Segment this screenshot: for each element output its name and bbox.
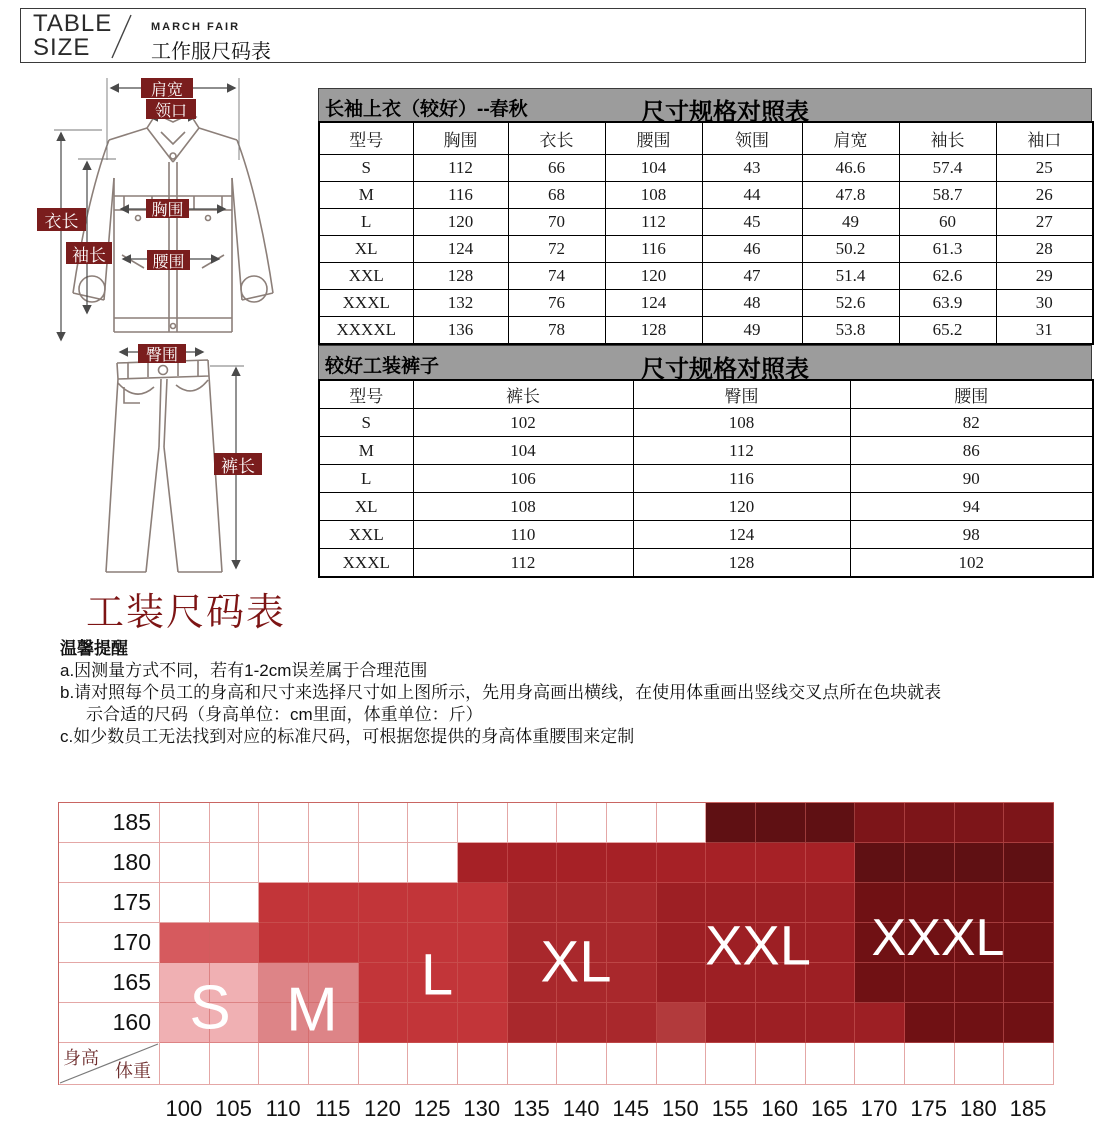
column-header: 领围 — [702, 122, 802, 155]
heatmap-cell — [408, 843, 458, 883]
table-cell: 58.7 — [899, 182, 996, 209]
brand-text: MARCH FAIR — [151, 21, 241, 33]
table-cell: 60 — [899, 209, 996, 236]
table-cell: 104 — [413, 437, 633, 465]
heatmap-cell — [607, 963, 657, 1003]
table-cell: 48 — [702, 290, 802, 317]
heatmap-cell — [905, 1003, 955, 1043]
x-axis-label: 115 — [315, 1096, 351, 1121]
heatmap-cell — [458, 1003, 508, 1043]
x-axis-labels — [159, 1096, 1053, 1122]
table-cell: 108 — [605, 182, 702, 209]
x-axis-label: 165 — [811, 1096, 848, 1121]
y-axis-label: 175 — [59, 883, 160, 923]
table-cell: 63.9 — [899, 290, 996, 317]
heatmap-cell — [905, 963, 955, 1003]
heatmap-cell — [1004, 803, 1054, 843]
table-cell: 44 — [702, 182, 802, 209]
heatmap-cell — [806, 883, 856, 923]
heatmap-cell — [1004, 923, 1054, 963]
x-axis-label: 130 — [463, 1096, 501, 1121]
table-cell: 112 — [633, 437, 850, 465]
table-cell: 86 — [850, 437, 1093, 465]
table-cell: 112 — [605, 209, 702, 236]
table-cell: 45 — [702, 209, 802, 236]
jacket-table-subtitle: 尺寸规格对照表 — [641, 99, 809, 126]
column-header: 腰围 — [850, 380, 1093, 409]
heatmap-cell — [259, 923, 309, 963]
x-axis-label: 135 — [513, 1096, 550, 1121]
heatmap-cell — [508, 803, 558, 843]
table-cell: 82 — [850, 409, 1093, 437]
y-axis-label: 165 — [59, 963, 160, 1003]
table-cell: 94 — [850, 493, 1093, 521]
label-shoulder-width: 肩宽 — [141, 78, 193, 98]
table-row — [319, 521, 1093, 549]
table-cell: 29 — [996, 263, 1093, 290]
table-cell: 116 — [413, 182, 508, 209]
x-axis-label: 120 — [364, 1096, 401, 1121]
table-cell: XXXXL — [319, 317, 413, 345]
heatmap-cell — [607, 923, 657, 963]
heatmap-cell — [458, 803, 508, 843]
label-jacket-length: 衣长 — [37, 208, 86, 231]
x-axis-label: 150 — [662, 1096, 699, 1121]
heatmap-cell — [458, 843, 508, 883]
table-cell: 102 — [413, 409, 633, 437]
pants-size-table-section — [318, 345, 1092, 578]
heatmap-size-label-m: M — [286, 975, 338, 1045]
table-row — [319, 155, 1093, 182]
heatmap-cell — [955, 803, 1005, 843]
table-cell: 104 — [605, 155, 702, 182]
heatmap-cell — [408, 1003, 458, 1043]
heatmap-cell — [259, 803, 309, 843]
heatmap-footer-cell — [309, 1043, 359, 1085]
heatmap-cell — [806, 803, 856, 843]
heatmap-cell — [806, 963, 856, 1003]
heatmap-cell — [309, 923, 359, 963]
table-cell: 124 — [605, 290, 702, 317]
table-cell: 90 — [850, 465, 1093, 493]
heatmap-cell — [309, 843, 359, 883]
section-title: 工装尺码表 — [86, 592, 287, 634]
y-axis-label: 160 — [59, 1003, 160, 1043]
table-row — [319, 263, 1093, 290]
heatmap-cell — [160, 883, 210, 923]
heatmap-cell — [855, 1003, 905, 1043]
heatmap-cell — [557, 803, 607, 843]
heatmap-cell — [408, 803, 458, 843]
heatmap-cell — [210, 843, 260, 883]
label-pants-length: 裤长 — [214, 453, 262, 475]
table-cell: 66 — [508, 155, 605, 182]
table-cell: 78 — [508, 317, 605, 345]
heatmap-cell — [458, 923, 508, 963]
table-cell: 112 — [413, 155, 508, 182]
table-cell: 70 — [508, 209, 605, 236]
table-row — [319, 236, 1093, 263]
table-cell: 47.8 — [802, 182, 899, 209]
pants-table-subtitle: 尺寸规格对照表 — [641, 356, 809, 383]
table-cell: 25 — [996, 155, 1093, 182]
heatmap-footer-cell — [408, 1043, 458, 1085]
heatmap-footer-cell — [806, 1043, 856, 1085]
heatmap-footer-cell — [160, 1043, 210, 1085]
axis-corner-cell — [59, 1043, 160, 1085]
heatmap-cell — [160, 803, 210, 843]
heatmap-footer-cell — [259, 1043, 309, 1085]
x-axis-label: 100 — [165, 1096, 203, 1121]
pants-table-title: 较好工装裤子 — [325, 356, 440, 377]
heatmap-cell — [160, 923, 210, 963]
heatmap-cell — [657, 923, 707, 963]
heatmap-cell — [309, 803, 359, 843]
table-row — [319, 209, 1093, 236]
y-axis-name: 身高 — [63, 1048, 99, 1068]
table-cell: 120 — [605, 263, 702, 290]
column-header: 臀围 — [633, 380, 850, 409]
note-b-line1: b.请对照每个员工的身高和尺寸来选择尺寸如上图所示，先用身高画出横线，在使用体重画出竖线交叉点所在色块就表 — [60, 683, 942, 702]
column-header: 胸围 — [413, 122, 508, 155]
heatmap-cell — [706, 1003, 756, 1043]
heatmap-cell — [756, 843, 806, 883]
heatmap-cell — [855, 843, 905, 883]
table-cell: 43 — [702, 155, 802, 182]
heatmap-cell — [657, 803, 707, 843]
label-hip: 臀围 — [138, 344, 186, 363]
table-cell: 124 — [633, 521, 850, 549]
table-cell: M — [319, 182, 413, 209]
heatmap-cell — [806, 923, 856, 963]
table-row — [319, 493, 1093, 521]
table-cell: 72 — [508, 236, 605, 263]
header-title-line1: TABLE — [33, 10, 113, 37]
heatmap-cell — [1004, 1003, 1054, 1043]
note-b-line2: 示合适的尺码（身高单位：cm里面，体重单位：斤） — [86, 705, 483, 724]
table-row — [319, 409, 1093, 437]
column-header: 腰围 — [605, 122, 702, 155]
heatmap-cell — [657, 963, 707, 1003]
pants-diagram — [60, 335, 300, 580]
x-axis-label: 140 — [562, 1096, 600, 1121]
table-cell: 57.4 — [899, 155, 996, 182]
y-axis-label: 180 — [59, 843, 160, 883]
heatmap-footer-cell — [557, 1043, 607, 1085]
heatmap-cell — [1004, 843, 1054, 883]
table-cell: 47 — [702, 263, 802, 290]
heatmap-cell — [458, 883, 508, 923]
table-cell: 108 — [413, 493, 633, 521]
y-axis-label: 170 — [59, 923, 160, 963]
header-subtitle: 工作服尺码表 — [151, 41, 271, 63]
column-header: 肩宽 — [802, 122, 899, 155]
table-cell: 30 — [996, 290, 1093, 317]
x-axis-label: 185 — [1009, 1096, 1047, 1121]
table-cell: 136 — [413, 317, 508, 345]
x-axis-label: 170 — [860, 1096, 898, 1121]
table-cell: 132 — [413, 290, 508, 317]
table-row — [319, 549, 1093, 578]
table-cell: XL — [319, 236, 413, 263]
x-axis-label: 160 — [761, 1096, 799, 1121]
table-cell: 120 — [413, 209, 508, 236]
table-cell: XL — [319, 493, 413, 521]
table-cell: 102 — [850, 549, 1093, 578]
table-cell: 110 — [413, 521, 633, 549]
x-axis-label: 105 — [215, 1096, 252, 1121]
heatmap-cell — [458, 963, 508, 1003]
y-axis-label: 185 — [59, 803, 160, 843]
table-cell: 27 — [996, 209, 1093, 236]
heatmap-cell — [359, 923, 409, 963]
table-cell: 76 — [508, 290, 605, 317]
heatmap-cell — [359, 883, 409, 923]
heatmap-cell — [1004, 883, 1054, 923]
heatmap-cell — [955, 963, 1005, 1003]
heatmap-footer-cell — [756, 1043, 806, 1085]
x-axis-label: 155 — [711, 1096, 749, 1121]
table-cell: 52.6 — [802, 290, 899, 317]
heatmap-cell — [557, 1003, 607, 1043]
x-axis-label: 110 — [265, 1096, 301, 1121]
heatmap-cell — [905, 803, 955, 843]
table-row — [319, 182, 1093, 209]
table-cell: XXL — [319, 263, 413, 290]
table-cell: 108 — [633, 409, 850, 437]
note-a: a.因测量方式不同，若有1-2cm误差属于合理范围 — [60, 661, 428, 680]
heatmap-cell — [359, 963, 409, 1003]
heatmap-cell — [806, 843, 856, 883]
heatmap-size-label-xl: XL — [540, 929, 612, 995]
heatmap-cell — [955, 1003, 1005, 1043]
heatmap-cell — [806, 1003, 856, 1043]
heatmap-size-label-xxl: XXL — [705, 913, 811, 977]
header-title — [33, 12, 112, 60]
table-header-row — [319, 380, 1093, 409]
x-axis-label: 175 — [910, 1096, 948, 1121]
heatmap-cell — [359, 1003, 409, 1043]
table-cell: 46.6 — [802, 155, 899, 182]
table-row — [319, 290, 1093, 317]
heatmap-footer-cell — [458, 1043, 508, 1085]
heatmap-cell — [557, 843, 607, 883]
heatmap-footer-cell — [607, 1043, 657, 1085]
heatmap-cell — [706, 803, 756, 843]
reminder-title: 温馨提醒 — [60, 639, 128, 658]
heatmap-cell — [855, 963, 905, 1003]
heatmap-cell — [905, 843, 955, 883]
heatmap-cell — [210, 923, 260, 963]
heatmap-footer-cell — [955, 1043, 1005, 1085]
jacket-table-header-band — [318, 88, 1092, 126]
column-header: 型号 — [319, 380, 413, 409]
heatmap-footer-cell — [706, 1043, 756, 1085]
page-header — [20, 8, 1086, 63]
slash-divider-icon — [103, 13, 137, 61]
x-axis-label: 180 — [959, 1096, 997, 1121]
heatmap-cell — [160, 843, 210, 883]
heatmap-cell — [508, 1003, 558, 1043]
table-cell: 68 — [508, 182, 605, 209]
table-cell: 128 — [605, 317, 702, 345]
label-sleeve-length: 袖长 — [66, 242, 112, 264]
heatmap-footer-cell — [855, 1043, 905, 1085]
heatmap-cell — [309, 883, 359, 923]
table-cell: 98 — [850, 521, 1093, 549]
column-header: 裤长 — [413, 380, 633, 409]
table-row — [319, 437, 1093, 465]
heatmap-cell — [657, 883, 707, 923]
table-cell: 49 — [802, 209, 899, 236]
column-header: 衣长 — [508, 122, 605, 155]
table-cell: 116 — [633, 465, 850, 493]
table-cell: 53.8 — [802, 317, 899, 345]
heatmap-cell — [955, 843, 1005, 883]
heatmap-cell — [706, 843, 756, 883]
heatmap-cell — [607, 883, 657, 923]
label-collar: 领口 — [146, 99, 196, 119]
label-chest: 胸围 — [146, 199, 189, 218]
table-cell: 49 — [702, 317, 802, 345]
table-cell: 128 — [633, 549, 850, 578]
note-c: c.如少数员工无法找到对应的标准尺码，可根据您提供的身高体重腰围来定制 — [60, 727, 635, 746]
heatmap-cell — [657, 1003, 707, 1043]
label-waist: 腰围 — [147, 250, 190, 270]
heatmap-cell — [408, 883, 458, 923]
table-cell: XXXL — [319, 290, 413, 317]
header-title-line2: SIZE — [33, 34, 91, 61]
x-axis-label: 145 — [612, 1096, 650, 1121]
table-cell: 128 — [413, 263, 508, 290]
table-cell: 65.2 — [899, 317, 996, 345]
table-cell: 26 — [996, 182, 1093, 209]
table-row — [319, 317, 1093, 345]
heatmap-cell — [756, 1003, 806, 1043]
jacket-size-table — [318, 121, 1094, 345]
heatmap-cell — [855, 803, 905, 843]
heatmap-footer-cell — [210, 1043, 260, 1085]
table-cell: 62.6 — [899, 263, 996, 290]
column-header: 袖长 — [899, 122, 996, 155]
heatmap-cell — [657, 843, 707, 883]
table-cell: 61.3 — [899, 236, 996, 263]
pants-table-header-band — [318, 345, 1092, 383]
table-cell: 116 — [605, 236, 702, 263]
heatmap-footer-cell — [905, 1043, 955, 1085]
table-cell: 112 — [413, 549, 633, 578]
jacket-table-title: 长袖上衣（较好）--春秋 — [325, 99, 528, 120]
table-cell: M — [319, 437, 413, 465]
table-cell: 106 — [413, 465, 633, 493]
column-header: 型号 — [319, 122, 413, 155]
heatmap-cell — [607, 803, 657, 843]
pants-size-table — [318, 379, 1094, 578]
table-cell: XXL — [319, 521, 413, 549]
heatmap-cell — [607, 1003, 657, 1043]
heatmap-footer-cell — [359, 1043, 409, 1085]
heatmap-cell — [359, 843, 409, 883]
x-axis-name: 体重 — [115, 1061, 151, 1081]
table-cell: XXXL — [319, 549, 413, 578]
heatmap-footer-cell — [657, 1043, 707, 1085]
heatmap-size-label-s: S — [189, 973, 231, 1043]
heatmap-cell — [1004, 963, 1054, 1003]
table-cell: 31 — [996, 317, 1093, 345]
heatmap-cell — [756, 803, 806, 843]
reminder-notes — [60, 638, 941, 748]
jacket-size-table-section — [318, 88, 1092, 345]
heatmap-cell — [259, 843, 309, 883]
x-axis-label: 125 — [413, 1096, 451, 1121]
heatmap-cell — [607, 843, 657, 883]
heatmap-cell — [259, 883, 309, 923]
table-row — [319, 465, 1093, 493]
column-header: 袖口 — [996, 122, 1093, 155]
heatmap-cell — [508, 843, 558, 883]
table-cell: 50.2 — [802, 236, 899, 263]
heatmap-footer-cell — [1004, 1043, 1054, 1085]
table-cell: 120 — [633, 493, 850, 521]
table-cell: 46 — [702, 236, 802, 263]
table-cell: S — [319, 155, 413, 182]
heatmap-cell — [210, 803, 260, 843]
table-cell: 74 — [508, 263, 605, 290]
table-cell: L — [319, 465, 413, 493]
table-cell: S — [319, 409, 413, 437]
heatmap-size-label-xxxl: XXXL — [871, 909, 1005, 967]
table-cell: L — [319, 209, 413, 236]
table-cell: 28 — [996, 236, 1093, 263]
heatmap-cell — [210, 883, 260, 923]
heatmap-size-label-l: L — [420, 942, 454, 1008]
heatmap-footer-cell — [508, 1043, 558, 1085]
heatmap-cell — [359, 803, 409, 843]
heatmap-cell — [557, 883, 607, 923]
table-cell: 51.4 — [802, 263, 899, 290]
table-cell: 124 — [413, 236, 508, 263]
heatmap-cell — [508, 883, 558, 923]
